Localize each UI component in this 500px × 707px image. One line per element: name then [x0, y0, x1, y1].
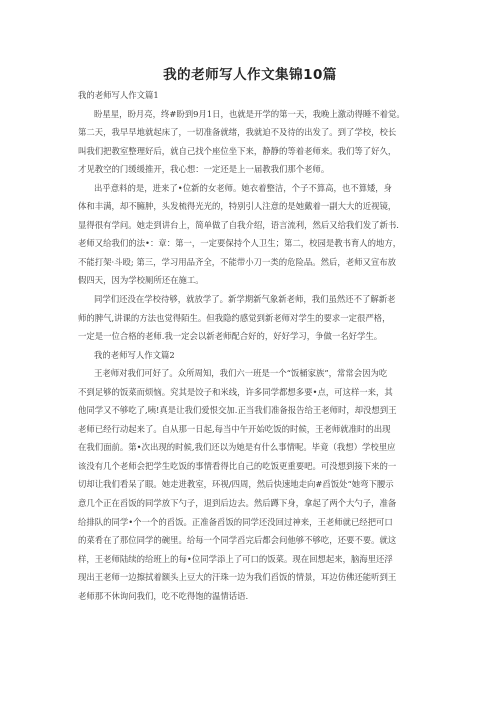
text-line: 老师那不休询问我们，吃不吃得饱的温情话语. — [78, 590, 249, 601]
text-line: 第二天，我早早地就起床了，一切准备就绪，我就迫不及待的出发了。到了学校，校长 — [78, 127, 397, 138]
text-line: 不到足够的饭菜而烦恼。究其是饺子和米线，许多同学都想多要•点，可这样一来，其 — [78, 386, 393, 397]
text-line: 的菜肴在了那位同学的碗里。给每一个同学舀完后都会问他够不够吃，还要不要。就这 — [78, 535, 397, 546]
text-line: 同学们还没在学校待够，就放学了。新学期新气象新老师，我们虽然还不了解新老 — [94, 294, 396, 305]
text-line: 意几个正在舀饭的同学放下勺子，退到后边去。然后蹲下身，拿起了两个大勺子，准备 — [78, 498, 397, 509]
text-line: 出乎意料的是，进来了•位新的女老师。她衣着整洁，个子不算高，也不算矮，身 — [94, 182, 393, 193]
text-line: 盼星星，盼月亮，终#盼到9月1日，也就是开学的第一天，我晚上激动得睡不着觉。 — [94, 108, 405, 119]
text-line: 我的老师写人作文篇1 — [78, 90, 159, 100]
text-line: 才见教空的门缓缓推开，我心想：一定还是上一届教我们那个老师。 — [78, 164, 330, 175]
text-line: 老师已经行动起来了。自从那一日起,每当中午开始吃饭的时候，王老师就准时的出现 — [78, 423, 391, 434]
text-line: 不能打架·斗殴; 第三，学习用品齐全，不能带小刀一类的危险品。然后，老师又宣布放 — [78, 256, 397, 267]
text-line: 体和丰满，却不臃肿，头发梳得光光的，特别引人注意的是她戴着一副大大的近视镜， — [78, 201, 397, 212]
text-line: 老师又给我们的法•：章：第一，一定要保持个人卫生；第二，校园是教书育人的地方， — [78, 238, 402, 249]
document-title: 我的老师写人作文集锦10篇 — [163, 67, 337, 83]
text-line: 现出王老师一边擦拭着额头上豆大的汗珠一边为我们舀饭的情景，耳边仿佛还能听到王 — [78, 572, 397, 583]
text-line: 该没有几个老师会把学生吃饭的事情看得比自己的吃饭更重要吧。可没想到接下来的一 — [78, 460, 397, 471]
text-line: 叫我们把教室整理好后，就自己找个座位坐下来，静静的等着老师来。我们等了好久， — [78, 145, 397, 156]
text-line: 给排队的同学•个一个的舀饭。正准备舀饭的同学还没回过神来，王老师就已经把可口 — [78, 516, 393, 527]
text-line: 假四天，因为学校厕所还在施工。 — [78, 275, 204, 286]
text-line: 我的老师写人作文篇2 — [94, 349, 175, 360]
text-line: 显得很有学问。她走到讲台上，简单做了自我介绍，语言流利，然后又给我们发了新书. — [78, 219, 399, 230]
text-line: 师的脾气,讲课的方法也觉得陌生。但我隐约感觉到新老师对学生的要求一定很严格， — [78, 312, 391, 323]
text-line: 他同学又不够吃了,咦!真是让我们爱恨交加.正当我们准备报告给王老师时，却没想到王 — [78, 405, 397, 416]
text-line: 切却让我们看呆了眼。她走进教室，环视/四周，然后快速地走向#舀饭处“她弯下腰示 — [78, 479, 394, 490]
document-body — [78, 86, 423, 605]
text-line: 在我们面前。第•次出现的时候,我们还以为她是有什么事情呢。毕竟（我想）学校里应 — [78, 442, 396, 453]
text-line: 一定是一位合格的老师.我一定会以新老师配合好的，好好学习，争做一名好学生。 — [78, 331, 383, 342]
text-line: 王老师对我们可好了。众所周知，我们六一班是一个“饭桶家族”，常常会因为吃 — [94, 368, 388, 379]
text-line: 样，王老师陆续的给班上的每•位同学添上了可口的饭菜。现在回想起来，脑海里还浮 — [78, 553, 393, 564]
